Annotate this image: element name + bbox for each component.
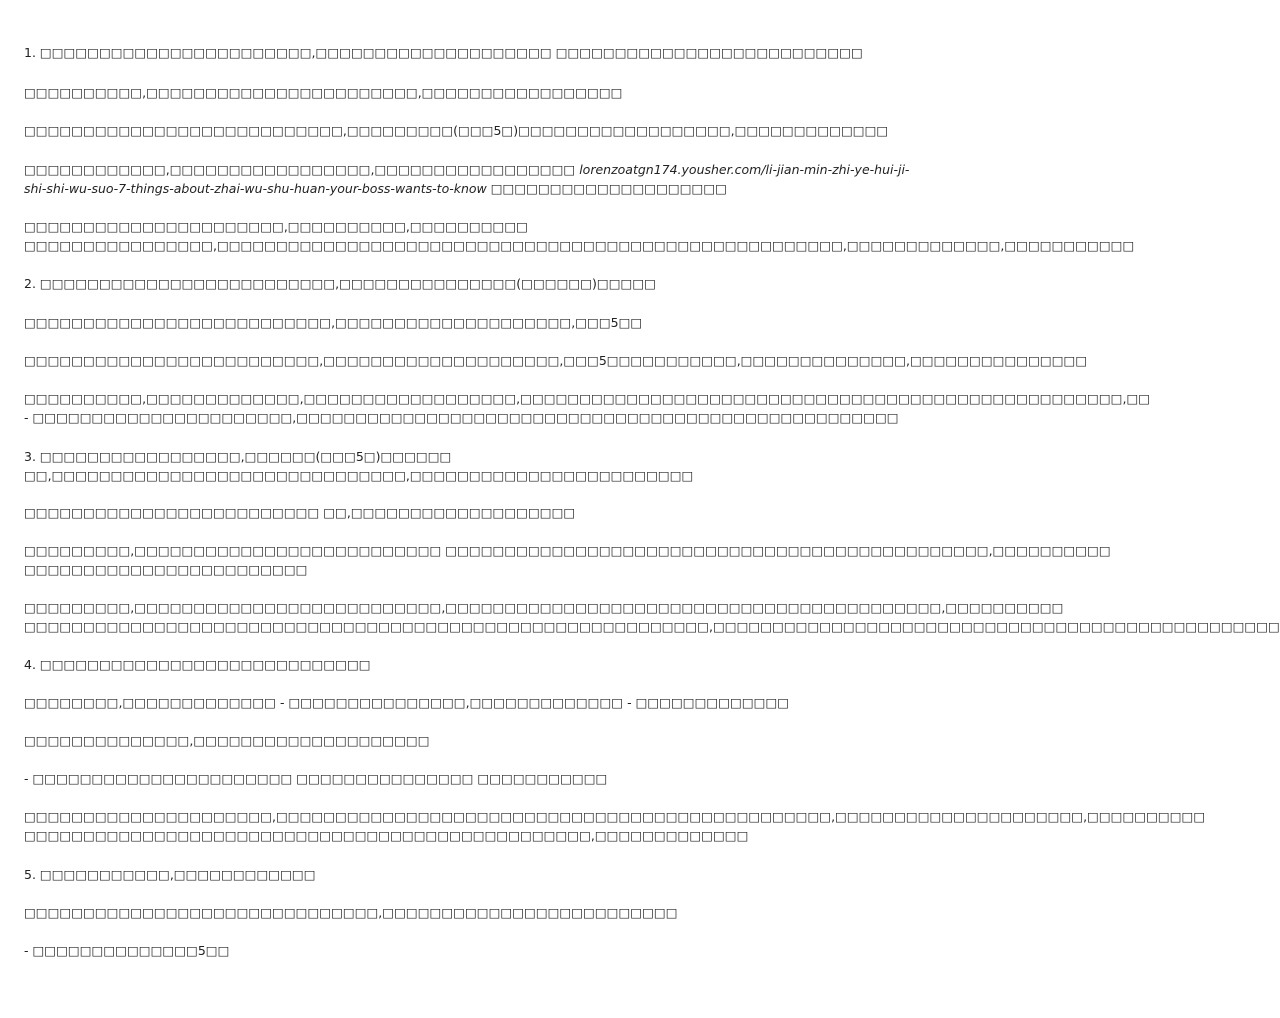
paragraph-12 (24, 541, 1111, 579)
text-span: □□□□□□□□□□□□□□□□□□□□ (486, 181, 727, 196)
text-line: □□□□□□□□,□□□□□□□□□□□□□ - □□□□□□□□□□□□□□□,□□□□□□□□□□□□□ - □□□□□□□□□□□□□ (24, 695, 790, 710)
paragraph-20 (24, 903, 720, 922)
text-line: □□□□□□□□□□□□□□□□□□□□□□□□□□□□□□□□□□□□□□□□□□□□□□□□□□□□□□□□□□,□□□□□□□□□□□□□□□□□□□□□□□□□□□□□□□□□□□□□□□□□□□□□□□□ (24, 619, 1280, 634)
text-line: □□□□□□□□□□□□□□□□□□□□□□□□□ □□,□□□□□□□□□□□□□□□□□□□ (24, 505, 576, 520)
paragraph-18 (24, 807, 1206, 845)
paragraph-15 (24, 693, 790, 712)
paragraph-16 (24, 731, 720, 750)
text-line: □□□□□□□□□□□□□□□□□□□□□□□□□,□□□□□□□□□□□□□□□□□□□□,□□□5□□□□□□□□□□□,□□□□□□□□□□□□□□,□□□□□□□□□□□□□□□ (24, 353, 1088, 368)
text-line: - □□□□□□□□□□□□□□5□□ (24, 943, 230, 958)
paragraph-21 (24, 941, 720, 960)
paragraph-1 (24, 43, 863, 62)
paragraph-2 (24, 83, 720, 102)
paragraph-17 (24, 769, 720, 788)
paragraph-7 (24, 313, 720, 332)
text-line: □□□□□□□□□□,□□□□□□□□□□□□□,□□□□□□□□□□□□□□□□□□,□□□□□□□□□□□□□□□□□□□□□□□□□□□□□□□□□□□□□□□□□□□□□□□□□□□,□□ (24, 391, 1151, 406)
paragraph-5 (24, 217, 1135, 255)
section-heading-2 (24, 274, 720, 293)
text-line: 4. □□□□□□□□□□□□□□□□□□□□□□□□□□□□ (24, 657, 371, 672)
text-line: □□□□□□□□□□□□□□□□□□□□□□□□□□□□□□,□□□□□□□□□□□□□□□□□□□□□□□□□ (24, 905, 678, 920)
paragraph-8 (24, 351, 1088, 370)
text-span: □□□□□□□□□□□□,□□□□□□□□□□□□□□□□□,□□□□□□□□□□□□□□□□□ (24, 162, 580, 177)
text-line: □□□□□□□□□□□□□□□□□□□□□□,□□□□□□□□□□,□□□□□□□□□□ (24, 219, 528, 234)
text-line: □□□□□□□□□□□□□□□□□□□□□□□□ (24, 562, 308, 577)
text-line (24, 160, 910, 179)
text-line: □□□□□□□□□,□□□□□□□□□□□□□□□□□□□□□□□□□□ □□□□□□□□□□□□□□□□□□□□□□□□□□□□□□□□□□□□□□□□□□□□□□,□□□□□□□□□□ (24, 543, 1111, 558)
paragraph-4 (24, 160, 910, 198)
paragraph-13 (24, 598, 1280, 636)
text-line: □□□□□□□□□□□□□□□□□□□□□□□□□□□,□□□□□□□□□(□□□5□)□□□□□□□□□□□□□□□□□□,□□□□□□□□□□□□□ (24, 123, 889, 138)
text-line: □□□□□□□□□□□□□□,□□□□□□□□□□□□□□□□□□□□ (24, 733, 430, 748)
section-heading-5 (24, 865, 720, 884)
text-line: □□□□□□□□□□□□□□□□□□□□□□□□□□□□□□□□□□□□□□□□□□□□□□□□,□□□□□□□□□□□□□ (24, 828, 749, 843)
text-line: □□□□□□□□□□,□□□□□□□□□□□□□□□□□□□□□□□,□□□□□□□□□□□□□□□□□ (24, 85, 623, 100)
text-line: □□□□□□□□□□□□□□□□□□□□□□□□□□,□□□□□□□□□□□□□□□□□□□□,□□□5□□ (24, 315, 643, 330)
text-line: 1. □□□□□□□□□□□□□□□□□□□□□□□,□□□□□□□□□□□□□□□□□□□□ □□□□□□□□□□□□□□□□□□□□□□□□□□ (24, 45, 863, 60)
article-link-continued[interactable]: shi-shi-wu-suo-7-things-about-zhai-wu-shu-huan-your-boss-wants-to-know (24, 181, 487, 196)
article-link[interactable]: lorenzoatgn174.yousher.com/li-jian-min-zhi-ye-hui-ji- (579, 162, 910, 177)
paragraph-9 (24, 389, 1151, 427)
section-heading-4 (24, 655, 720, 674)
text-line: - □□□□□□□□□□□□□□□□□□□□□□,□□□□□□□□□□□□□□□□□□□□□□□□□□□□□□□□□□□□□□□□□□□□□□□□□□□ (24, 410, 899, 425)
text-line: - □□□□□□□□□□□□□□□□□□□□□□ □□□□□□□□□□□□□□□ □□□□□□□□□□□ (24, 771, 608, 786)
text-line: 5. □□□□□□□□□□□,□□□□□□□□□□□□ (24, 867, 316, 882)
paragraph-11 (24, 503, 720, 522)
text-line: 2. □□□□□□□□□□□□□□□□□□□□□□□□□,□□□□□□□□□□□□□□□(□□□□□□)□□□□□ (24, 276, 656, 291)
text-line (24, 179, 727, 198)
section-heading-3 (24, 447, 720, 485)
paragraph-3 (24, 121, 889, 140)
text-line: □□□□□□□□□□□□□□□□□□□□□,□□□□□□□□□□□□□□□□□□□□□□□□□□□□□□□□□□□□□□□□□□□□□□□,□□□□□□□□□□□□□□□□□□□□□,□□□□□□□□□□ (24, 809, 1206, 824)
text-line: □□□□□□□□□□□□□□□□,□□□□□□□□□□□□□□□□□□□□□□□□□□□□□□□□□□□□□□□□□□□□□□□□□□□□□,□□□□□□□□□□□□□,□□□□□□□□□□□ (24, 238, 1135, 253)
text-line: □□,□□□□□□□□□□□□□□□□□□□□□□□□□□□□□□,□□□□□□□□□□□□□□□□□□□□□□□□ (24, 468, 694, 483)
text-line: □□□□□□□□□,□□□□□□□□□□□□□□□□□□□□□□□□□□,□□□□□□□□□□□□□□□□□□□□□□□□□□□□□□□□□□□□□□□□□□,□□□□□□□□□□ (24, 600, 1064, 615)
text-line: 3. □□□□□□□□□□□□□□□□□,□□□□□□(□□□5□)□□□□□□ (24, 449, 452, 464)
